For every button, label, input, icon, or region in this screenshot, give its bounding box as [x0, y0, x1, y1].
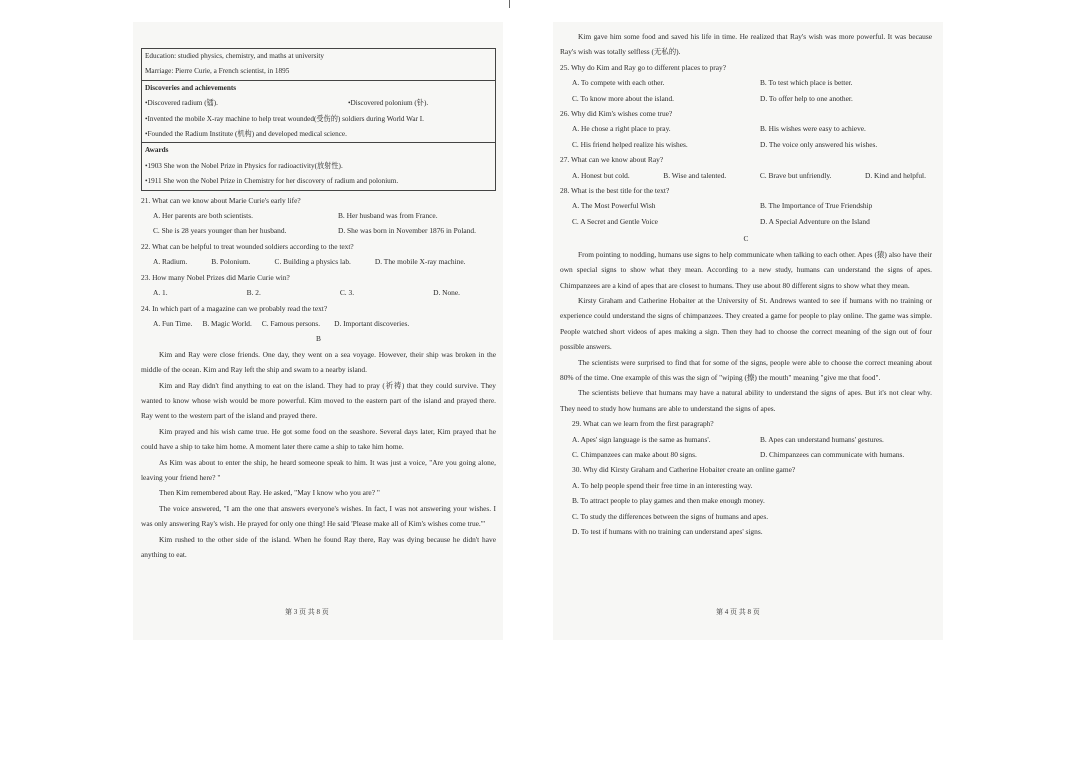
q26-option-b: B. His wishes were easy to achieve.: [760, 124, 866, 134]
q24-option-c: C. Famous persons.: [261, 318, 321, 328]
left-column: [141, 48, 496, 562]
q25-option-d: D. To offer help to one another.: [760, 93, 853, 103]
question-27: 27. What can we know about Ray?: [560, 155, 664, 165]
q29-option-c: C. Chimpanzees can make about 80 signs.: [572, 449, 697, 459]
bio-table: [141, 48, 496, 191]
q27-options: [560, 168, 932, 183]
q27-option-c: C. Brave but unfriendly.: [759, 170, 832, 180]
q26-options-row2: [560, 137, 932, 152]
bio-awards-heading: Awards: [142, 142, 495, 158]
q29-option-a: A. Apes' sign language is the same as humans'.: [572, 434, 711, 444]
q23-option-d: D. None.: [433, 288, 460, 298]
bio-award-1903: •1903 She won the Nobel Prize in Physics for radioactivity(放射性).: [145, 161, 343, 170]
passage-b-paragraph-4: As Kim was about to enter the ship, he heard someone speak to him. It was just a voice, "Are you going alone, leaving your friend here? ": [141, 457, 496, 482]
page-number-right: 第 4 页 共 8 页: [716, 608, 760, 616]
passage-b-paragraph-8: Kim gave him some food and saved his life in time. He realized that Ray's wish was more powerful. It was because Ray's wish was totally selfless (无私的).: [560, 32, 932, 57]
q23-option-b: B. 2.: [246, 288, 261, 298]
section-c-heading: C: [743, 234, 749, 244]
q22-options: [141, 254, 496, 269]
q26-option-a: A. He chose a right place to pray.: [572, 124, 671, 134]
question-29: 29. What can we learn from the first paragraph?: [572, 419, 714, 429]
q30-option-b: B. To attract people to play games and then make enough money.: [572, 496, 765, 506]
q23-option-a: A. 1.: [153, 288, 168, 298]
passage-b-paragraph-3: Kim prayed and his wish came true. He got some food on the seashore. Several days later, Kim prayed that he could have a ship to take him home. A moment later there came a ship to take him home.: [141, 426, 496, 452]
q22-option-d: D. The mobile X-ray machine.: [374, 257, 466, 267]
question-25: 25. Why do Kim and Ray go to different places to pray?: [560, 62, 726, 72]
q25-option-b: B. To test which place is better.: [760, 78, 853, 88]
q28-option-c: C. A Secret and Gentle Voice: [572, 216, 658, 226]
q30-option-a: A. To help people spend their free time in an interesting way.: [572, 480, 753, 490]
passage-b-paragraph-5: Then Kim remembered about Ray. He asked, "May I know who you are? ": [159, 488, 380, 498]
q29-options-row1: [560, 432, 932, 447]
q21-options-row1: [141, 208, 496, 223]
passage-b-paragraph-6: The voice answered, "I am the one that answers everyone's wishes. In fact, I was not answering your wishes. I was only answering Ray's wish. He prayed for only one thing! He said 'Please make all of Kim's wishes come true.'": [141, 503, 496, 529]
question-22: 22. What can be helpful to treat wounded soldiers according to the text?: [141, 241, 354, 251]
passage-c-paragraph-1: From pointing to nodding, humans use signs to help communicate when talking to each other. Apes (猿) also have their own special signs to show what they mean. According to a new study, humans can understand the signs of apes. Chimpanzees are a kind of apes that are closest to humans. They use about 80 different signs to show what they mean.: [560, 249, 932, 290]
q23-option-c: C. 3.: [339, 288, 355, 298]
q22-option-b: B. Polonium.: [211, 257, 251, 267]
bio-disc-radium: •Discovered radium (镭).: [145, 99, 218, 108]
q28-options-row1: [560, 198, 932, 213]
q22-option-a: A. Radium.: [153, 257, 188, 267]
passage-c-paragraph-4: The scientists believe that humans may have a natural ability to understand the signs of apes. But it's not clear why. They need to study how humans are able to understand the signs of apes.: [560, 388, 932, 413]
q26-options-row1: [560, 121, 932, 136]
passage-b-paragraph-2: Kim and Ray didn't find anything to eat on the island. They had to pray (祈祷) that they could survive. They wanted to know whose wish would be more powerful. Kim moved to the eastern part of the island and prayed there. Ray went to the western part of the island and prayed there.: [141, 380, 496, 421]
bio-discoveries-heading: Discoveries and achievements: [142, 80, 495, 96]
q21-option-a: A. Her parents are both scientists.: [153, 211, 253, 221]
passage-c-paragraph-3: The scientists were surprised to find that for some of the signs, people were able to choose the correct meaning about 80% of the time. One example of this was the sign of "wiping (擦) the mouth" meaning "give me that food".: [560, 357, 932, 382]
q24-option-d: D. Important discoveries.: [334, 318, 410, 328]
q28-option-b: B. The Importance of True Friendship: [760, 201, 873, 211]
bio-education: Education: studied physics, chemistry, and maths at university: [145, 52, 324, 60]
bio-discoveries-row: [142, 96, 495, 111]
right-column: [560, 29, 932, 539]
bio-disc-xray: •Invented the mobile X-ray machine to help treat wounded(受伤的) soldiers during World War I.: [145, 114, 424, 123]
q27-option-a: A. Honest but cold.: [572, 170, 630, 180]
question-28: 28. What is the best title for the text?: [560, 186, 670, 196]
q21-option-d: D. She was born in November 1876 in Poland.: [338, 226, 476, 236]
q30-option-d: D. To test if humans with no training can understand apes' signs.: [572, 527, 763, 536]
q26-option-d: D. The voice only answered his wishes.: [760, 139, 878, 149]
bio-marriage: Marriage: Pierre Curie, a French scientist, in 1895: [145, 67, 290, 76]
passage-b-paragraph-1: Kim and Ray were close friends. One day, they went on a sea voyage. However, their ship was broken in the middle of the ocean. Kim and Ray left the ship and swam to a nearby island.: [141, 349, 496, 375]
q24-options: [141, 316, 496, 331]
passage-b-paragraph-7: Kim rushed to the other side of the island. When he found Ray there, Ray was dying because he didn't have anything to eat.: [141, 534, 496, 559]
q27-option-d: D. Kind and helpful.: [865, 170, 926, 180]
bio-award-1911: •1911 She won the Nobel Prize in Chemistry for her discovery of radium and polonium.: [145, 177, 399, 186]
q22-option-c: C. Building a physics lab.: [274, 257, 351, 267]
q28-option-a: A. The Most Powerful Wish: [572, 201, 656, 211]
question-26: 26. Why did Kim's wishes come true?: [560, 109, 673, 119]
fold-mark: [509, 0, 510, 8]
bio-disc-institute: •Founded the Radium Institute (机构) and developed medical science.: [145, 130, 347, 139]
q29-option-b: B. Apes can understand humans' gestures.: [760, 434, 884, 444]
q24-option-b: B. Magic World.: [202, 318, 252, 328]
bio-disc-polonium: •Discovered polonium (钋).: [348, 99, 429, 108]
q25-options-row1: [560, 75, 932, 90]
question-21: 21. What can we know about Marie Curie's early life?: [141, 195, 301, 205]
q25-option-c: C. To know more about the island.: [572, 93, 674, 103]
q29-options-row2: [560, 447, 932, 462]
question-24: 24. In which part of a magazine can we probably read the text?: [141, 303, 328, 313]
passage-c-paragraph-2: Kirsty Graham and Catherine Hobaiter at the University of St. Andrews wanted to see if humans with no training or experience could understand the signs of chimpanzees. They created a game for people to play online. The game was simple. People watched short videos of apes making a sign. Then they had to choose the correct meaning of the sign out of four possible answers.: [560, 295, 932, 352]
q29-option-d: D. Chimpanzees can communicate with humans.: [760, 449, 905, 459]
q27-option-b: B. Wise and talented.: [663, 170, 727, 180]
q21-option-b: B. Her husband was from France.: [338, 211, 438, 221]
q30-option-c: C. To study the differences between the signs of humans and apes.: [572, 511, 769, 521]
page-number-left: 第 3 页 共 8 页: [285, 608, 329, 616]
question-23: 23. How many Nobel Prizes did Marie Curie win?: [141, 272, 290, 282]
q21-option-c: C. She is 28 years younger than her husband.: [153, 226, 287, 236]
q26-option-c: C. His friend helped realize his wishes.: [572, 139, 688, 149]
q28-options-row2: [560, 214, 932, 229]
q24-option-a: A. Fun Time.: [153, 318, 193, 328]
section-b-heading: B: [316, 334, 321, 344]
q25-option-a: A. To compete with each other.: [572, 78, 665, 88]
q21-options-row2: [141, 223, 496, 238]
q28-option-d: D. A Special Adventure on the Island: [760, 216, 870, 226]
q25-options-row2: [560, 91, 932, 106]
q23-options: [141, 285, 496, 300]
question-30: 30. Why did Kirsty Graham and Catherine Hobaiter create an online game?: [572, 465, 796, 475]
